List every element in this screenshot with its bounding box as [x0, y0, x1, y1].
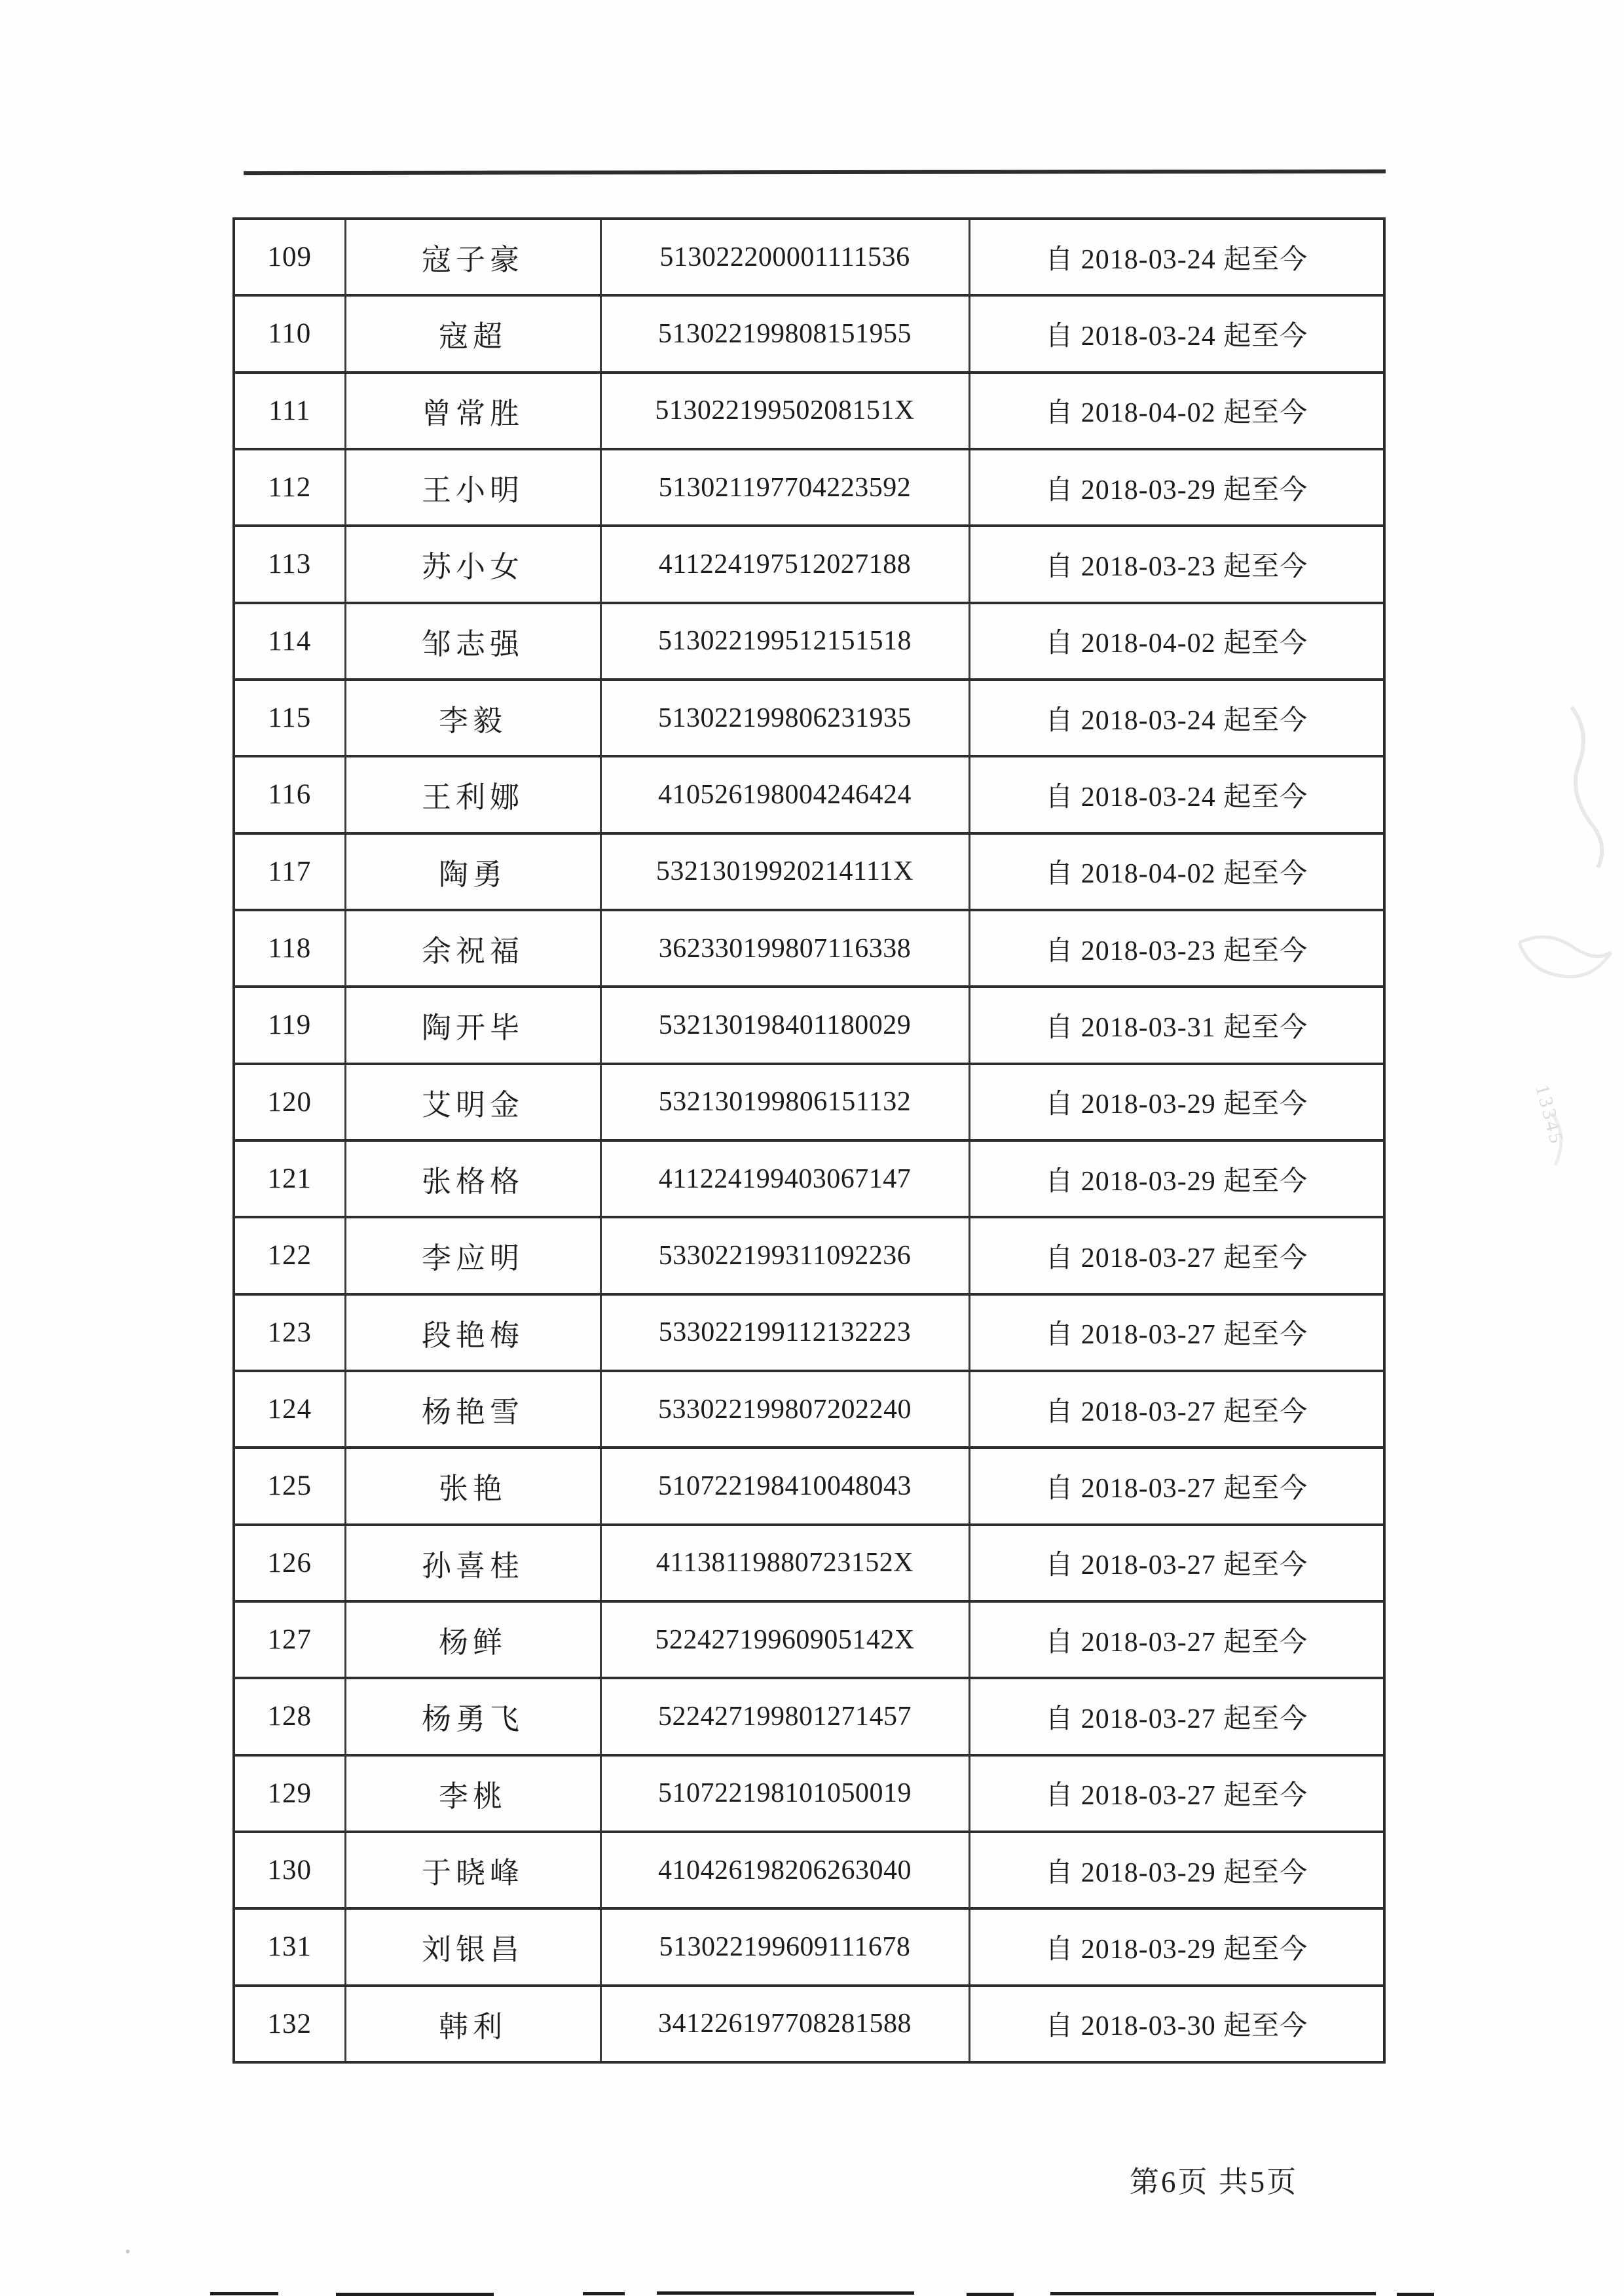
cell-name: 李桃 — [345, 1755, 600, 1832]
cell-name: 张格格 — [345, 1140, 600, 1217]
cell-id-number: 41138119880723152X — [600, 1525, 969, 1601]
cell-index: 126 — [234, 1525, 345, 1601]
cell-id-number: 533022199311092236 — [600, 1217, 969, 1294]
cell-index: 120 — [234, 1064, 345, 1140]
cell-name: 王小明 — [345, 449, 600, 526]
cell-id-number: 513022199808151955 — [600, 295, 969, 372]
cell-index: 129 — [234, 1755, 345, 1832]
header-separator-rule — [244, 170, 1386, 175]
cell-validity-period: 自 2018-03-27 起至今 — [969, 1294, 1384, 1371]
cell-validity-period: 自 2018-03-27 起至今 — [969, 1371, 1384, 1448]
cell-validity-period: 自 2018-03-27 起至今 — [969, 1525, 1384, 1601]
table-row — [234, 756, 1384, 833]
cell-index: 111 — [234, 373, 345, 449]
cell-name: 于晓峰 — [345, 1832, 600, 1908]
cell-id-number: 341226197708281588 — [600, 1986, 969, 2062]
cell-index: 116 — [234, 756, 345, 833]
table-row — [234, 1448, 1384, 1524]
cell-validity-period: 自 2018-03-24 起至今 — [969, 295, 1384, 372]
table-row — [234, 449, 1384, 526]
cell-name: 余祝福 — [345, 910, 600, 987]
cell-validity-period: 自 2018-03-23 起至今 — [969, 526, 1384, 602]
table-row — [234, 910, 1384, 987]
table-row — [234, 373, 1384, 449]
cell-index: 115 — [234, 680, 345, 756]
cell-validity-period: 自 2018-03-27 起至今 — [969, 1601, 1384, 1678]
cell-id-number: 513022199609111678 — [600, 1908, 969, 1985]
cell-index: 112 — [234, 449, 345, 526]
cell-validity-period: 自 2018-03-29 起至今 — [969, 449, 1384, 526]
cell-index: 110 — [234, 295, 345, 372]
cell-index: 114 — [234, 603, 345, 680]
cell-id-number: 513021197704223592 — [600, 449, 969, 526]
cell-name: 孙喜桂 — [345, 1525, 600, 1601]
cell-name: 杨艳雪 — [345, 1371, 600, 1448]
table-row — [234, 1832, 1384, 1908]
table-row — [234, 1525, 1384, 1601]
cell-id-number: 51302219950208151X — [600, 373, 969, 449]
cell-id-number: 513022199806231935 — [600, 680, 969, 756]
table-row — [234, 526, 1384, 602]
table-row — [234, 1678, 1384, 1755]
cell-name: 韩利 — [345, 1986, 600, 2062]
table-row — [234, 680, 1384, 756]
cell-validity-period: 自 2018-03-27 起至今 — [969, 1678, 1384, 1755]
cell-name: 杨勇飞 — [345, 1678, 600, 1755]
cell-validity-period: 自 2018-04-02 起至今 — [969, 373, 1384, 449]
table-row — [234, 1294, 1384, 1371]
cell-name: 李毅 — [345, 680, 600, 756]
cell-validity-period: 自 2018-03-24 起至今 — [969, 680, 1384, 756]
table-row — [234, 1986, 1384, 2062]
cell-validity-period: 自 2018-03-23 起至今 — [969, 910, 1384, 987]
cell-id-number: 513022200001111536 — [600, 219, 969, 295]
cell-validity-period: 自 2018-03-30 起至今 — [969, 1986, 1384, 2062]
cell-name: 寇子豪 — [345, 219, 600, 295]
cell-index: 127 — [234, 1601, 345, 1678]
cell-id-number: 533022199112132223 — [600, 1294, 969, 1371]
cell-validity-period: 自 2018-03-27 起至今 — [969, 1755, 1384, 1832]
cell-validity-period: 自 2018-03-24 起至今 — [969, 219, 1384, 295]
cell-id-number: 532130198401180029 — [600, 987, 969, 1063]
table-row — [234, 603, 1384, 680]
cell-name: 苏小女 — [345, 526, 600, 602]
cell-id-number: 510722198410048043 — [600, 1448, 969, 1524]
table-row — [234, 1601, 1384, 1678]
cell-name: 曾常胜 — [345, 373, 600, 449]
cell-index: 128 — [234, 1678, 345, 1755]
cell-index: 109 — [234, 219, 345, 295]
cell-name: 段艳梅 — [345, 1294, 600, 1371]
cell-id-number: 510722198101050019 — [600, 1755, 969, 1832]
cell-index: 132 — [234, 1986, 345, 2062]
cell-name: 寇超 — [345, 295, 600, 372]
cell-id-number: 410526198004246424 — [600, 756, 969, 833]
table-row — [234, 1908, 1384, 1985]
cell-index: 113 — [234, 526, 345, 602]
cell-index: 121 — [234, 1140, 345, 1217]
table-row — [234, 1217, 1384, 1294]
cell-id-number: 411224197512027188 — [600, 526, 969, 602]
cell-id-number: 522427199801271457 — [600, 1678, 969, 1755]
cell-index: 122 — [234, 1217, 345, 1294]
scan-artifact-right-margin — [1473, 655, 1624, 1244]
cell-id-number: 362330199807116338 — [600, 910, 969, 987]
cell-id-number: 532130199806151132 — [600, 1064, 969, 1140]
table-row — [234, 1064, 1384, 1140]
cell-name: 刘银昌 — [345, 1908, 600, 1985]
cell-id-number: 52242719960905142X — [600, 1601, 969, 1678]
cell-name: 张艳 — [345, 1448, 600, 1524]
cell-id-number: 411224199403067147 — [600, 1140, 969, 1217]
cell-name: 杨鲜 — [345, 1601, 600, 1678]
cell-validity-period: 自 2018-03-24 起至今 — [969, 756, 1384, 833]
cell-validity-period: 自 2018-03-31 起至今 — [969, 987, 1384, 1063]
cell-name: 邹志强 — [345, 603, 600, 680]
page-footer: 第6页 共5页 — [1130, 2166, 1299, 2198]
table-row — [234, 1371, 1384, 1448]
cell-name: 李应明 — [345, 1217, 600, 1294]
cell-id-number: 410426198206263040 — [600, 1832, 969, 1908]
cell-validity-period: 自 2018-03-27 起至今 — [969, 1448, 1384, 1524]
cell-validity-period: 自 2018-03-29 起至今 — [969, 1832, 1384, 1908]
cell-validity-period: 自 2018-04-02 起至今 — [969, 603, 1384, 680]
table-row — [234, 295, 1384, 372]
cell-index: 130 — [234, 1832, 345, 1908]
cell-name: 艾明金 — [345, 1064, 600, 1140]
cell-id-number: 53213019920214111X — [600, 833, 969, 910]
cell-index: 124 — [234, 1371, 345, 1448]
cell-validity-period: 自 2018-03-29 起至今 — [969, 1908, 1384, 1985]
cell-id-number: 533022199807202240 — [600, 1371, 969, 1448]
cell-index: 125 — [234, 1448, 345, 1524]
cell-index: 117 — [234, 833, 345, 910]
cell-validity-period: 自 2018-03-29 起至今 — [969, 1140, 1384, 1217]
cell-index: 131 — [234, 1908, 345, 1985]
cell-name: 陶开毕 — [345, 987, 600, 1063]
table-row — [234, 219, 1384, 295]
roster-table-body — [234, 219, 1384, 2062]
cell-validity-period: 自 2018-03-29 起至今 — [969, 1064, 1384, 1140]
cell-index: 118 — [234, 910, 345, 987]
cell-name: 陶勇 — [345, 833, 600, 910]
cell-index: 119 — [234, 987, 345, 1063]
table-row — [234, 1140, 1384, 1217]
table-row — [234, 1755, 1384, 1832]
table-row — [234, 987, 1384, 1063]
cell-name: 王利娜 — [345, 756, 600, 833]
roster-table — [232, 217, 1386, 2064]
cell-index: 123 — [234, 1294, 345, 1371]
cell-validity-period: 自 2018-03-27 起至今 — [969, 1217, 1384, 1294]
svg-text:13345: 13345 — [1531, 1082, 1568, 1148]
cell-validity-period: 自 2018-04-02 起至今 — [969, 833, 1384, 910]
cell-id-number: 513022199512151518 — [600, 603, 969, 680]
scan-artifact-speck — [126, 2250, 130, 2253]
table-row — [234, 833, 1384, 910]
